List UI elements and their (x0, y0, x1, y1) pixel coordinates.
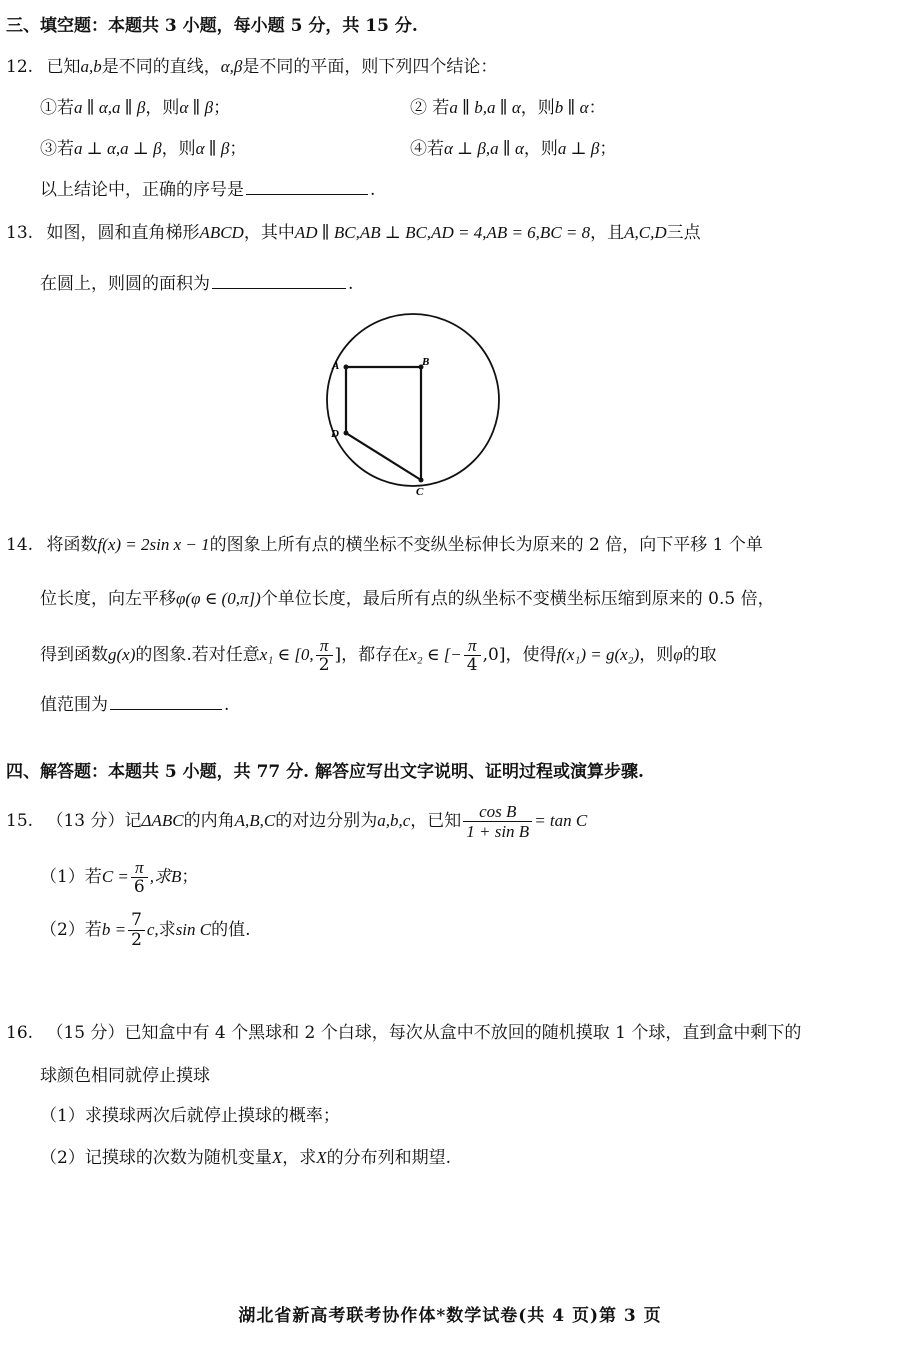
q12-option-1: ①若a ∥ α,a ∥ β，则α ∥ β； (40, 98, 231, 118)
q12-answer-blank[interactable] (246, 178, 368, 195)
page-footer: 湖北省新高考联考协作体*数学试卷(共 4 页)第 3 页 (238, 1306, 662, 1326)
section-4-heading: 四、解答题：本题共 5 小题，共 77 分. 解答应写出文字说明、证明过程或演算步骤. (6, 762, 644, 782)
q13-number: 13. (6, 223, 34, 243)
q16-stem-line2: 球颜色相同就停止摸球 (40, 1066, 210, 1086)
q12-number: 12. (6, 57, 34, 77)
q15-stem: 15. （13 分）记ΔABC的内角A,B,C的对边分别为a,b,c，已知 $\frac{\text{cos B}}{\text{1 + sin B}}$ = tan C (6, 802, 588, 841)
q14-stem-line1: 14. 将函数f(x) = 2sin x − 1的图象上所有点的横坐标不变纵坐标伸长为原来的 2 倍，向下平移 1 个单 (6, 535, 763, 555)
point-a (344, 365, 349, 370)
frac-7-over-2: $\frac{7}{2}$ (128, 911, 145, 950)
q12-question: 以上结论中，正确的序号是 . (40, 180, 376, 200)
point-c (419, 478, 424, 483)
label-b: B (422, 356, 430, 368)
frac-pi-over-6: $\frac{\pi}{6}$ (131, 858, 148, 897)
label-c: C (416, 486, 424, 498)
q13-answer-blank[interactable] (212, 272, 346, 289)
q15-number: 15. (6, 811, 34, 831)
q13-figure (325, 312, 505, 502)
frac-pi-over-4: $\frac{\pi}{4}$ (464, 636, 481, 675)
point-d (344, 431, 349, 436)
label-a: A (332, 360, 340, 372)
q12-option-4: ④若α ⊥ β,a ∥ α，则a ⊥ β； (410, 139, 617, 159)
q14-stem-line2: 位长度，向左平移φ(φ ∈ (0,π])个单位长度，最后所有点的纵坐标不变横坐标压缩到原来的 0.5 倍， (40, 589, 775, 609)
q14-answer-blank[interactable] (110, 693, 222, 710)
q15-part-1: （1）若C = $\frac{\pi}{6}$ ,求B； (40, 858, 199, 897)
q16-stem-line1: 16. （15 分）已知盒中有 4 个黑球和 2 个白球，每次从盒中不放回的随机摸取 1 个球，直到盒中剩下的 (6, 1023, 802, 1043)
q13-stem-line1: 13. 如图，圆和直角梯形ABCD，其中AD ∥ BC,AB ⊥ BC,AD = 4,AB = 6,BC = 8，且A,C,D三点 (6, 223, 701, 243)
label-d: D (331, 428, 339, 440)
figure-trapezoid (346, 367, 421, 480)
q14-stem-line3: 得到函数g(x)的图象.若对任意x₁ ∈ [0, $\frac{\pi}{2}$ ]，都存在x₂ ∈ [− $\frac{\pi}{4}$ ,0]，使得f(x₁) = g(x₂)，则φ的取 (40, 636, 717, 675)
q16-number: 16. (6, 1023, 34, 1043)
frac-cosb: $\frac{\text{cos B}}{\text{1 + sin B}}$ (463, 802, 532, 841)
q12-stem: 12. 已知a,b是不同的直线，α,β是不同的平面，则下列四个结论： (6, 57, 498, 77)
q15-part-2: （2）若b = $\frac{7}{2}$ c,求sin C的值. (40, 910, 251, 950)
q14-stem-line4: 值范围为 . (40, 695, 230, 715)
section-3-heading: 三、填空题：本题共 3 小题，每小题 5 分，共 15 分. (6, 16, 418, 36)
q14-number: 14. (6, 535, 34, 555)
figure-circle (327, 314, 499, 486)
frac-pi-over-2: $\frac{\pi}{2}$ (316, 636, 333, 675)
q12-option-2: ② 若a ∥ b,a ∥ α，则b ∥ α： (410, 98, 606, 118)
q12-option-3: ③若a ⊥ α,a ⊥ β，则α ∥ β； (40, 139, 247, 159)
q16-part-2: （2）记摸球的次数为随机变量X，求X的分布列和期望. (40, 1148, 452, 1168)
q13-stem-line2: 在圆上，则圆的面积为 . (40, 274, 354, 294)
q16-part-1: （1）求摸球两次后就停止摸球的概率； (40, 1106, 340, 1126)
